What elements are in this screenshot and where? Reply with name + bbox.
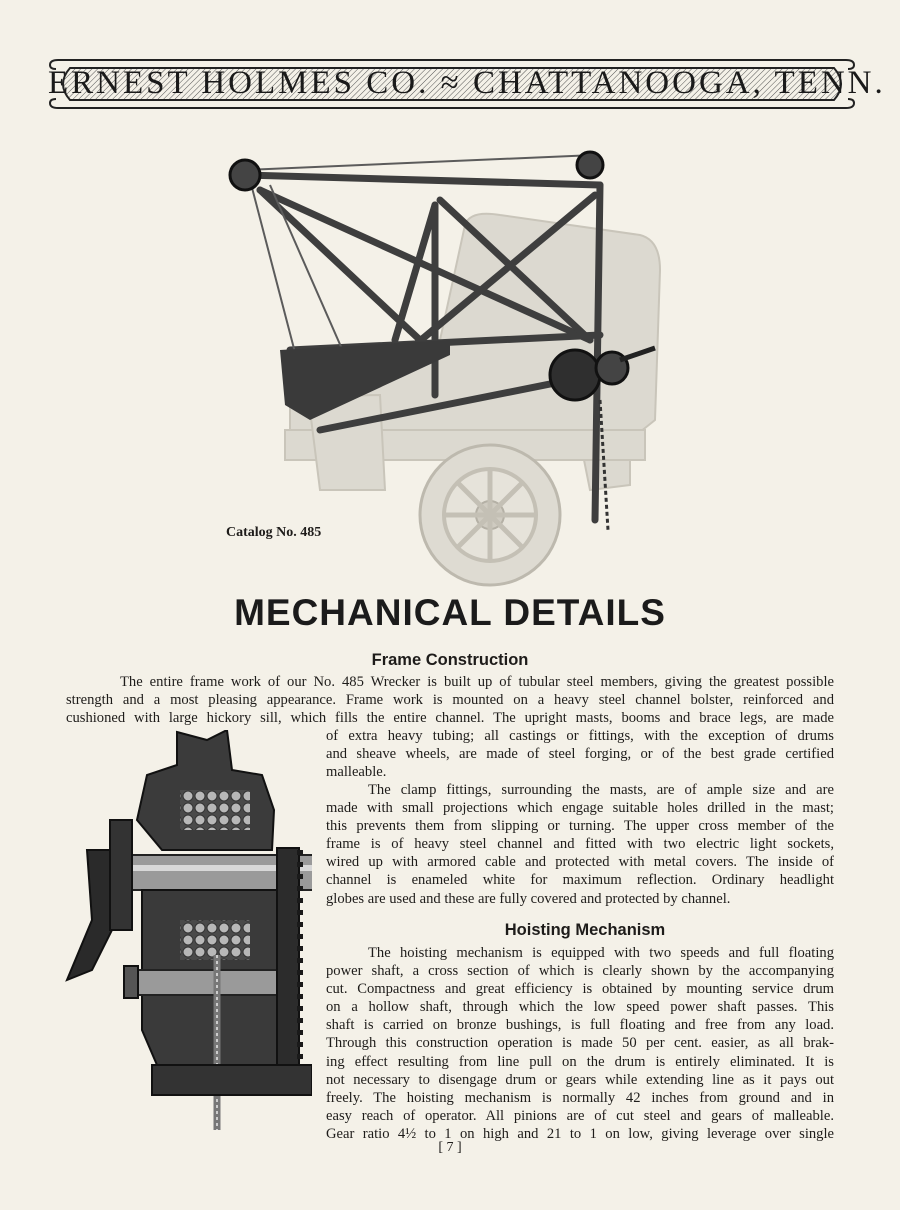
text-line: this prevents them from slipping or turning. The upper cross member of the [326, 818, 834, 835]
text-line: The entire frame work of our No. 485 Wrecker is built up of tubular steel members, giving the greatest possible [120, 674, 834, 690]
text-line: wired up with armored cable and protected with metal covers. The inside of [326, 854, 834, 871]
text-line: power shaft, a cross section of which is clearly shown by the accompanying [326, 963, 834, 980]
hoist-cross-section-illustration [62, 730, 312, 1134]
paragraph-hoisting [326, 944, 834, 1143]
text-line: The clamp fittings, surrounding the masts, are of ample size and are [368, 782, 834, 798]
paragraph-frame-intro [66, 673, 834, 727]
page-title: MECHANICAL DETAILS [234, 592, 666, 633]
text-line: freely. The hoisting mechanism is normally 42 inches from ground and in [326, 1089, 834, 1106]
text-line: channel is enameled white for maximum reflection. Ordinary headlight [326, 872, 834, 889]
heading-frame-construction: Frame Construction [371, 651, 529, 669]
text-line: frame is of heavy steel channel and fitted with two electric light sockets, [326, 836, 834, 853]
text-line: cut. Compactness and great efficiency is obtained by mounting service drum [326, 981, 834, 998]
text-line: malleable. [326, 764, 387, 781]
header-banner [48, 56, 886, 112]
text-line: of extra heavy tubing; all castings or fittings, with the exception of drums [326, 728, 834, 744]
text-line: not necessary to disengage drum or gears while extending line as it pays out [326, 1071, 834, 1088]
text-line: The hoisting mechanism is equipped with two speeds and full floating [368, 945, 834, 961]
text-line: globes are used and these are fully covered and protected by channel. [326, 890, 731, 907]
text-line: shaft is carried on bronze bushings, is full floating and free from any load. [326, 1017, 834, 1034]
text-line: made with small projections which engage suitable holes drilled in the mast; [326, 800, 834, 817]
heading-hoisting-mechanism: Hoisting Mechanism [504, 921, 666, 939]
company-name: ERNEST HOLMES CO. ≈ CHATTANOOGA, TENN. [48, 65, 886, 101]
figure-caption: Catalog No. 485 [226, 525, 322, 540]
text-line: Through this construction operation is made 50 per cent. easier, as all brak- [326, 1035, 834, 1052]
text-line: and sheave wheels, are made of steel forging, or of the best grade certified [326, 746, 834, 763]
text-line: cushioned with large hickory sill, which fills the entire channel. The upright masts, booms and brace legs, are made [66, 710, 834, 727]
text-line: on a hollow shaft, through which the low speed power shaft passes. This [326, 999, 834, 1016]
paragraph-frame-intro-cont [326, 727, 834, 781]
text-line: Gear ratio 4½ to 1 on high and 21 to 1 on low, giving leverage over single [326, 1125, 834, 1142]
text-line: easy reach of operator. All pinions are of cut steel and gears of malleable. [326, 1107, 834, 1124]
paragraph-clamp-fittings [326, 781, 834, 908]
page-number: [ 7 ] [438, 1140, 462, 1155]
text-line: strength and a most pleasing appearance. Frame work is mounted on a heavy steel channel bolster, reinforced and [66, 692, 834, 709]
text-line: ing effect resulting from line pull on the drum is entirely eliminated. It is [326, 1053, 834, 1070]
